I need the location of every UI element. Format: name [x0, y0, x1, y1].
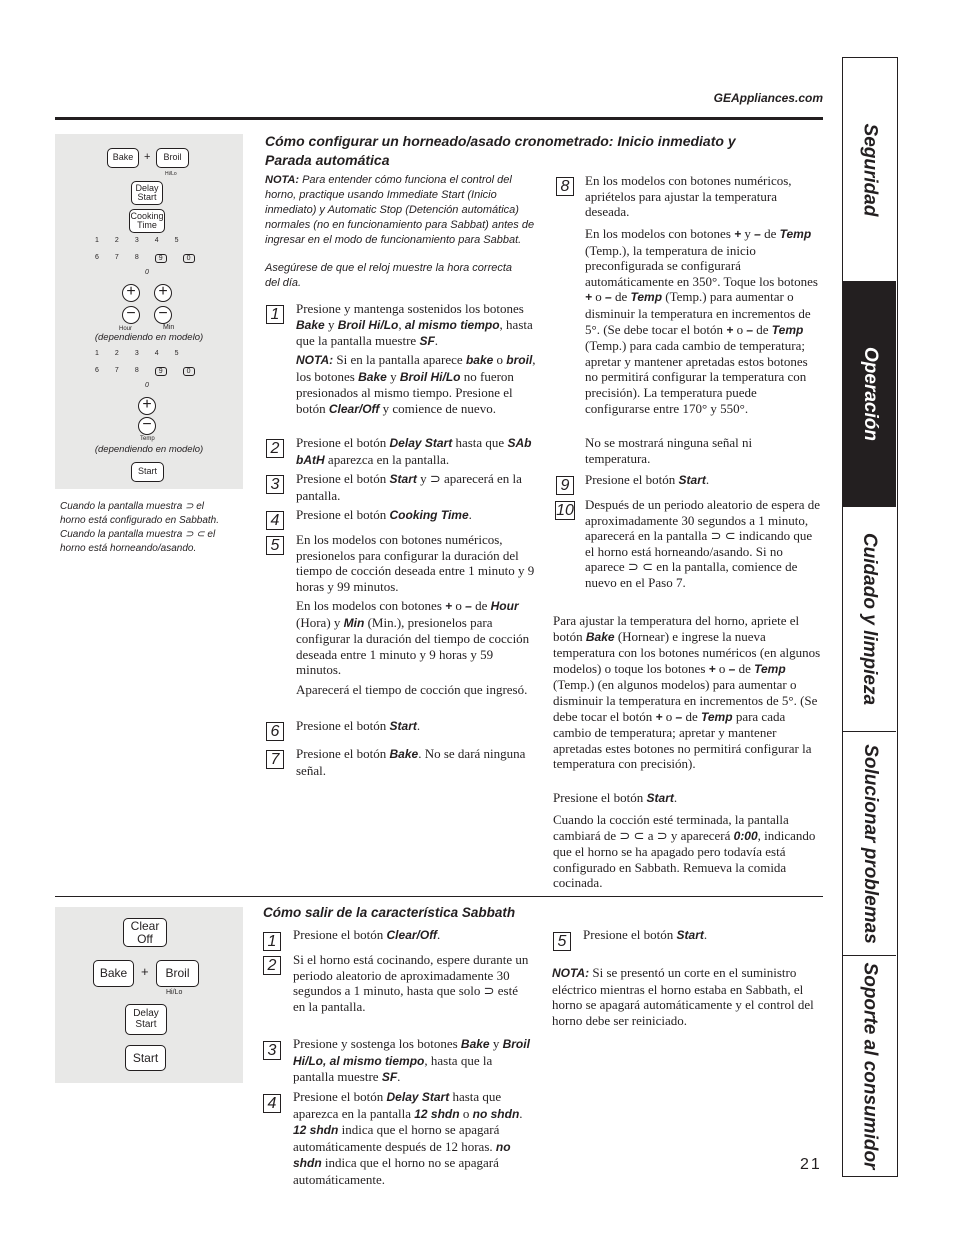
minus-icon: −	[122, 306, 140, 324]
control-panel-illustration	[55, 134, 243, 489]
step-number: 3	[266, 475, 284, 494]
hilo-label: Hi/Lo	[165, 171, 177, 177]
step-text: Presione el botón Delay Start hasta que aparezca en la pantalla 12 shdn o no shdn. 12 shdn indica que el horno se apagará automáticamente después de 12 horas. no shdn indica que el horno no se apagará automáticamente.	[293, 1089, 523, 1187]
number-pad-row: 6 7 8 9 0	[95, 367, 195, 376]
section-divider	[55, 896, 823, 897]
note-paragraph: NOTA: Si se presentó un corte en el suministro eléctrico mientras el horno estaba en Sabbath, el horno se apagará automáticamente y el control del horno debe ser reiniciado.	[552, 965, 814, 1028]
side-tabs	[842, 57, 898, 1177]
step-text: Presione y sostenga los botones Bake y Broil Hi/Lo, al mismo tiempo, hasta que la pantalla muestre SF.	[293, 1036, 530, 1085]
plus-sign: +	[144, 151, 151, 163]
step-number: 8	[556, 177, 574, 196]
clock-note: Asegúrese de que el reloj muestre la hora correcta del día.	[265, 262, 513, 289]
note-paragraph: NOTA: Para entender cómo funciona el control del horno, practique usando Immediate Start (Inicio inmediato) y Automatic Stop (Detención automática) normales (no en funcionamiento para Sabbat) antes de ingresar en el modo de funcionamiento para Sabbat.	[265, 174, 535, 246]
number-pad-row: 6 7 8 9 0	[95, 254, 195, 263]
step-number: 7	[266, 750, 284, 769]
step-number: 1	[266, 305, 284, 324]
sabbath-display-note: Cuando la pantalla muestra ⊃ el horno está configurado en Sabbath. Cuando la pantalla muestra ⊃ ⊂ el horno está horneando/asando.	[60, 501, 220, 554]
temp-label: Temp	[140, 436, 155, 442]
zero-label: 0	[145, 382, 149, 389]
step-number: 5	[553, 932, 571, 951]
section-heading: Cómo salir de la característica Sabbath	[263, 905, 516, 920]
tab-soporte-al-consumidor[interactable]: Soporte al consumidor	[859, 962, 881, 1169]
step-number: 2	[266, 439, 284, 458]
step-text: Presione el botón Start.	[585, 472, 710, 487]
step-text: Presione y mantenga sostenidos los botones Bake y Broil Hi/Lo, al mismo tiempo, hasta que la pantalla muestre SF.	[296, 301, 533, 349]
step-text: En los modelos con botones numéricos, presionelos para configurar la duración del tiempo de cocción deseada entre 1 minuto y 9 horas y 99 minutos.	[296, 532, 535, 594]
number-pad-row: 1 2 3 4 5	[95, 350, 179, 357]
step-text: En los modelos con botones + o – de Hour (Hora) y Min (Min.), presionelos para configurar la duración del tiempo de cocción deseada entre 1 minuto y 9 horas y 59 minutos.	[296, 598, 530, 678]
step-text: Presione el botón Bake. No se dará ninguna señal.	[296, 746, 526, 778]
step-number: 4	[263, 1094, 281, 1113]
number-pad-row: 1 2 3 4 5	[95, 237, 179, 244]
step-number: 3	[263, 1041, 281, 1060]
paragraph: Presione el botón Start.	[553, 790, 678, 805]
step-note: NOTA: Si en la pantalla aparece bake o broil, los botones Bake y Broil Hi/Lo no fueron presionados al mismo tiempo. Presione el botón Clear/Off y comience de nuevo.	[296, 352, 536, 416]
step-text: Presione el botón Start y ⊃ aparecerá en la pantalla.	[296, 471, 522, 503]
step-text: Presione el botón Start.	[583, 927, 708, 942]
step-text: En los modelos con botones numéricos, apriételos para ajustar la temperatura deseada.	[585, 173, 792, 220]
tab-cuidado-y-limpieza[interactable]: Cuidado y limpieza	[843, 507, 896, 732]
model-caption: (dependiendo en modelo)	[94, 332, 204, 343]
step-text: Presione el botón Clear/Off.	[293, 927, 441, 942]
plus-sign: +	[141, 964, 149, 979]
paragraph: Cuando la cocción esté terminada, la pantalla cambiará de ⊃ ⊂ a ⊃ y aparecerá 0:00, indicando que el horno se ha apagado pero todavía está configurado en Sabbath. Remueva la comida cocinada.	[553, 812, 816, 891]
paragraph: Para ajustar la temperatura del horno, apriete el botón Bake (Hornear) e ingrese la nueva temperatura con los botones numéricos (en algunos modelos) o toque los botones + o – de Temp (Temp.) (en algunos modelos) para aumentar o disminuir la temperatura en incrementos de 5°. (Se debe tocar el botón + o – de Temp para cada cambio de temperatura; apretar y mantener apretadas estes botones no permitirá configurar la temperatura con precisión).	[553, 613, 821, 772]
step-number: 1	[263, 932, 281, 951]
step-text: En los modelos con botones + y – de Temp (Temp.), la temperatura de inicio preconfigurada se configurará automáticamente en 350°. Toque los botones + o – de Temp (Temp.) para aumentar o disminuir la temperatura en incrementos de 5°. (Se debe tocar el botón + o – de Temp (Temp.) para cada cambio de temperatura; apretar y mantener apretadas estos botones no permitirá configurar la temperatura con precisión). La temperatura puede configurarse entre 170° y 550°.	[585, 226, 818, 416]
top-rule	[55, 117, 823, 120]
tab-operacion[interactable]: Operación	[843, 282, 896, 507]
step-number: 6	[266, 722, 284, 741]
step-number: 5	[266, 536, 284, 555]
step-text: No se mostrará ninguna señal ni temperatura.	[585, 435, 753, 466]
step-text: Presione el botón Start.	[296, 718, 421, 733]
bake-button: Bake	[107, 148, 139, 168]
step-number: 10	[556, 502, 574, 519]
cooking-time-button: Cooking Time	[129, 209, 165, 233]
delay-start-button: Delay Start	[131, 181, 163, 205]
tab-seguridad[interactable]: Seguridad	[843, 58, 896, 282]
broil-button: Broil	[156, 148, 189, 168]
bake-button: Bake	[93, 960, 134, 987]
section-heading: Cómo configurar un horneado/asado cronometrado: Inicio inmediato y Parada automática	[265, 133, 736, 168]
step-text: Presione el botón Cooking Time.	[296, 507, 472, 522]
clear-off-button: Clear Off	[123, 918, 167, 947]
plus-icon: +	[154, 284, 172, 302]
broil-button: Broil	[156, 960, 199, 987]
step-text: Presione el botón Delay Start hasta que SAb bAtH aparezca en la pantalla.	[296, 435, 532, 467]
step-number: 9	[556, 476, 574, 495]
step-text: Si el horno está cocinando, espere durante un periodo aleatorio de aproximadamente 30 segundos a 1 minuto, hasta que solo ⊃ esté en la pantalla.	[293, 952, 529, 1014]
step-number: 4	[266, 511, 284, 530]
control-panel-illustration	[55, 907, 243, 1083]
step-text: Aparecerá el tiempo de cocción que ingresó.	[296, 682, 528, 697]
tab-solucionar-problemas[interactable]: Solucionar problemas	[843, 732, 896, 956]
step-number: 2	[263, 956, 281, 975]
site-url: GEAppliances.com	[713, 91, 823, 105]
start-button: Start	[125, 1045, 166, 1071]
start-button: Start	[131, 462, 164, 482]
min-label: Min	[163, 324, 175, 331]
plus-icon: +	[138, 397, 156, 415]
page-number: 21	[800, 1156, 822, 1173]
zero-label: 0	[145, 269, 149, 276]
hour-label: Hour	[119, 326, 133, 332]
model-caption: (dependiendo en modelo)	[94, 444, 204, 455]
minus-icon: −	[154, 306, 172, 324]
minus-icon: −	[138, 417, 156, 435]
step-text: Después de un periodo aleatorio de espera de aproximadamente 30 segundos a 1 minuto, aparecerá en la pantalla ⊃ ⊂ indicando que el horno está horneando/asando. Si no aparece ⊃ ⊂ en la pantalla, comience de nuevo en el Paso 7.	[585, 497, 820, 590]
delay-start-button: Delay Start	[125, 1004, 167, 1035]
plus-icon: +	[122, 284, 140, 302]
hilo-label: Hi/Lo	[166, 989, 183, 996]
